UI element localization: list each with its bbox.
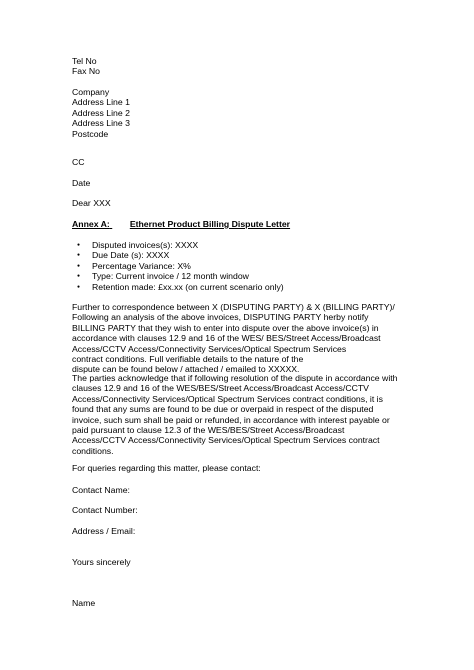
paragraph-line: invoice, such sum shall be paid or refunded, in accordance with interest payable or bbox=[72, 414, 390, 425]
paragraph-line: found that any sums are found to be due or overpaid in respect of the disputed bbox=[72, 404, 374, 415]
contact-number-field: Contact Number: bbox=[72, 505, 138, 515]
dispute-details-list bbox=[72, 240, 402, 292]
company: Company bbox=[72, 87, 110, 97]
paragraph-line: clauses 12.9 and 16 of the WES/BES/Street Access/Broadcast Access/CCTV bbox=[72, 383, 369, 394]
acknowledgement-paragraph bbox=[72, 373, 402, 456]
paragraph-line: Access/Connectivity Services/Optical Spectrum Services contract conditions, it is bbox=[72, 393, 383, 404]
paragraph-line: accordance with clauses 12.9 and 16 of the WES/ BES/Street Access/Broadcast bbox=[72, 333, 381, 344]
list-item: ● Percentage Variance: X% bbox=[72, 261, 402, 271]
tel-no: Tel No bbox=[72, 56, 97, 66]
salutation: Dear XXX bbox=[72, 198, 111, 208]
address-line-2: Address Line 2 bbox=[72, 107, 130, 118]
correspondence-paragraph bbox=[72, 302, 402, 375]
paragraph-line: conditions. bbox=[72, 445, 114, 456]
list-item: ● Retention made: £xx.xx (on current scenario only) bbox=[72, 282, 402, 292]
paragraph-line: BILLING PARTY that they wish to enter into dispute over the above invoice(s) in bbox=[72, 322, 379, 333]
recipient-address-block bbox=[72, 87, 402, 139]
annex-heading bbox=[72, 219, 402, 229]
paragraph-line: Access/CCTV Access/Connectivity Services/Optical Spectrum Services contract bbox=[72, 435, 380, 446]
paragraph-line: Further to correspondence between X (DISPUTING PARTY) & X (BILLING PARTY)/ bbox=[72, 302, 395, 312]
list-item: ● Due Date (s): XXXX bbox=[72, 250, 402, 260]
signature-name: Name bbox=[72, 598, 96, 608]
cc-line: CC bbox=[72, 157, 85, 167]
paragraph-line: Access/CCTV Access/Connectivity Services/Optical Spectrum Services bbox=[72, 343, 347, 354]
annex-label: Annex A: bbox=[72, 219, 110, 229]
address-line-1: Address Line 1 bbox=[72, 97, 130, 108]
closing: Yours sincerely bbox=[72, 557, 131, 567]
paragraph-line: contract conditions. Full verifiable details to the nature of the bbox=[72, 354, 304, 365]
sender-contact-block bbox=[72, 56, 402, 77]
address-email-field: Address / Email: bbox=[72, 526, 136, 536]
contact-name-field: Contact Name: bbox=[72, 485, 130, 495]
date-line: Date bbox=[72, 178, 91, 188]
letter-title: Ethernet Product Billing Dispute Letter bbox=[129, 219, 291, 229]
address-line-3: Address Line 3 bbox=[72, 118, 130, 129]
annex-gap bbox=[110, 219, 130, 229]
queries-line: For queries regarding this matter, please contact: bbox=[72, 463, 261, 473]
paragraph-line: dispute can be found below / attached / emailed to XXXXX. bbox=[72, 364, 300, 375]
list-item: ● Type: Current invoice / 12 month window bbox=[72, 271, 402, 281]
paragraph-line: paid pursuant to clause 12.3 of the WES/BES/Street Access/Broadcast bbox=[72, 425, 345, 436]
postcode: Postcode bbox=[72, 128, 109, 139]
fax-no: Fax No bbox=[72, 66, 101, 77]
paragraph-line: The parties acknowledge that if following resolution of the dispute in accordance with bbox=[72, 373, 398, 383]
paragraph-line: Following an analysis of the above invoices, DISPUTING PARTY herby notify bbox=[72, 312, 369, 323]
list-item: ● Disputed invoices(s): XXXX bbox=[72, 240, 402, 250]
